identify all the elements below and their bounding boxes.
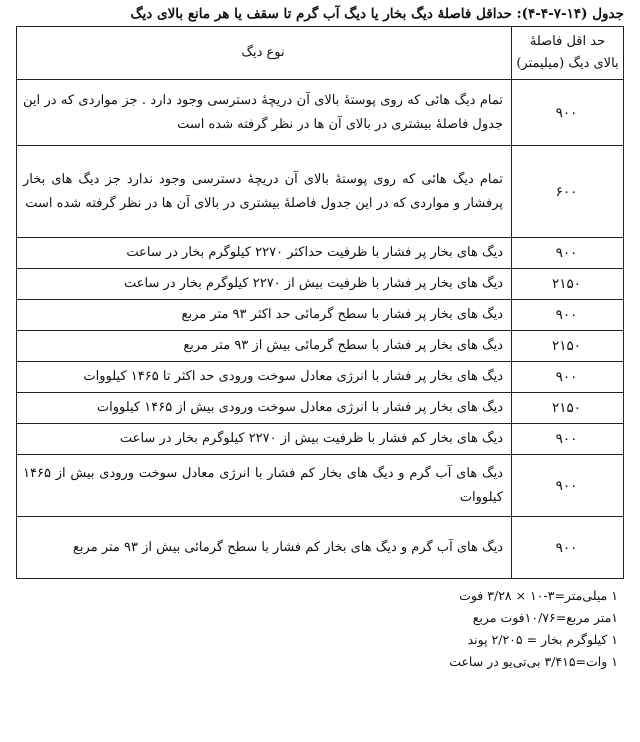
distance-cell: ۹۰۰ — [512, 517, 624, 579]
note-line: ۱متر مربع=۱۰/۷۶فوت مربع — [472, 610, 618, 625]
table-row — [17, 238, 624, 269]
distance-cell: ۲۱۵۰ — [512, 393, 624, 424]
boiler-type-cell: دیگ های بخار پر فشار با انرژی معادل سوخت ورودی بیش از ۱۴۶۵ کیلووات — [17, 393, 512, 424]
table-row — [17, 393, 624, 424]
table-row — [17, 300, 624, 331]
distance-cell: ۹۰۰ — [512, 300, 624, 331]
unit-conversion-notes — [16, 585, 624, 673]
table-row — [17, 455, 624, 517]
boiler-clearance-table — [16, 26, 624, 579]
table-row — [17, 362, 624, 393]
table-caption: جدول (۱۴-۷-۴-۴): حداقل فاصلهٔ دیگ بخار یا دیگ آب گرم تا سقف یا هر مانع بالای دیگ — [130, 6, 624, 22]
table-row — [17, 269, 624, 300]
table-row — [17, 424, 624, 455]
distance-cell: ۹۰۰ — [512, 80, 624, 146]
boiler-type-cell: دیگ های بخار پر فشار با سطح گرمائی بیش از ۹۳ متر مربع — [17, 331, 512, 362]
boiler-type-cell: دیگ های بخار پر فشار با سطح گرمائی حد اکثر ۹۳ متر مربع — [17, 300, 512, 331]
boiler-type-cell: دیگ های بخار پر فشار با انرژی معادل سوخت ورودی حد اکثر تا ۱۴۶۵ کیلووات — [17, 362, 512, 393]
note-line: ۱ میلی‌متر=۳-۱۰ × ۳/۲۸ فوت — [459, 588, 618, 603]
boiler-type-cell: تمام دیگ هائی که روی پوستهٔ بالای آن دریچهٔ دسترسی وجود ندارد جز دیگ های بخار پرفشار و مواردی که در این جدول فاصلهٔ بیشتری در بالای آن ها در نظر گرفته شده است — [17, 146, 512, 238]
distance-cell: ۹۰۰ — [512, 424, 624, 455]
boiler-type-cell: دیگ های بخار پر فشار با ظرفیت بیش از ۲۲۷۰ کیلوگرم بخار در ساعت — [17, 269, 512, 300]
table-row — [17, 517, 624, 579]
table-row — [17, 331, 624, 362]
distance-cell: ۹۰۰ — [512, 238, 624, 269]
distance-cell: ۶۰۰ — [512, 146, 624, 238]
boiler-type-cell: دیگ های بخار پر فشار با ظرفیت حداکثر ۲۲۷۰ کیلوگرم بخار در ساعت — [17, 238, 512, 269]
header-boiler-type: نوع دیگ — [17, 27, 512, 80]
distance-cell: ۹۰۰ — [512, 455, 624, 517]
table-row — [17, 146, 624, 238]
boiler-type-cell: تمام دیگ هائی که روی پوستهٔ بالای آن دریچهٔ دسترسی وجود دارد . جز مواردی که در این جدول فاصلهٔ بیشتری در بالای آن ها در نظر گرفته شده است — [17, 80, 512, 146]
boiler-type-cell: دیگ های بخار کم فشار با ظرفیت بیش از ۲۲۷۰ کیلوگرم بخار در ساعت — [17, 424, 512, 455]
boiler-type-cell: دیگ های آب گرم و دیگ های بخار کم فشار با سطح گرمائی بیش از ۹۳ متر مربع — [17, 517, 512, 579]
distance-cell: ۲۱۵۰ — [512, 269, 624, 300]
boiler-type-cell: دیگ های آب گرم و دیگ های بخار کم فشار با انرژی معادل سوخت ورودی بیش از ۱۴۶۵ کیلووات — [17, 455, 512, 517]
distance-cell: ۲۱۵۰ — [512, 331, 624, 362]
header-min-distance: حد اقل فاصلهٔ بالای دیگ (میلیمتر) — [512, 27, 624, 80]
note-line: ۱ وات=۳/۴۱۵ بی‌تی‌یو در ساعت — [449, 654, 618, 669]
note-line: ۱ کیلوگرم بخار = ۲/۲۰۵ پوند — [467, 632, 618, 647]
distance-cell: ۹۰۰ — [512, 362, 624, 393]
table-row — [17, 80, 624, 146]
table-header-row — [17, 27, 624, 80]
